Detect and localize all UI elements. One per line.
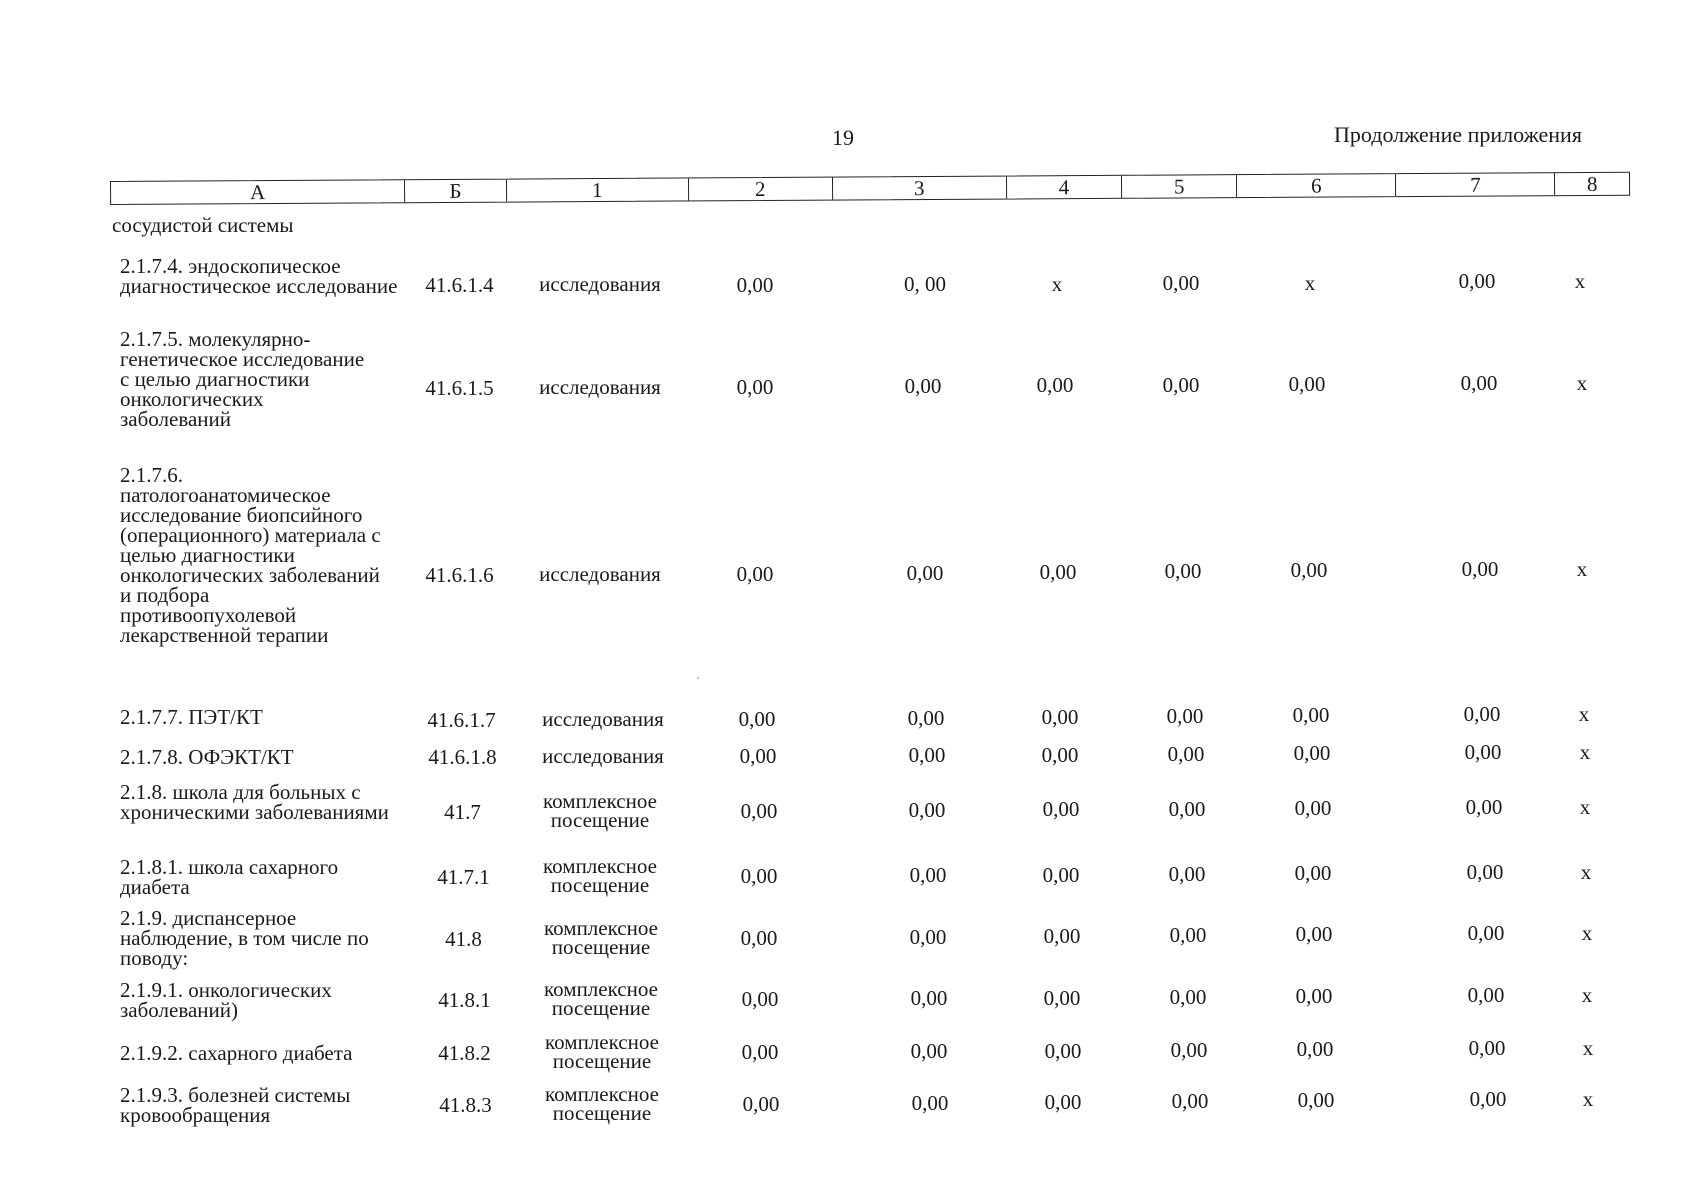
row-col-8: х bbox=[1581, 983, 1593, 1007]
row-col-2: 0,00 bbox=[740, 799, 778, 823]
row-col-7: 0,00 bbox=[1461, 557, 1499, 581]
row-col-5: 0,00 bbox=[1171, 1089, 1209, 1113]
row-col-2: 0,00 bbox=[741, 987, 779, 1011]
row-name: 2.1.7.8. ОФЭКТ/КТ bbox=[120, 745, 294, 769]
row-col-5: 0,00 bbox=[1162, 373, 1200, 397]
row-col-8: х bbox=[1582, 1036, 1594, 1060]
row-code: 41.6.1.8 bbox=[428, 745, 497, 769]
row-col-6: 0,00 bbox=[1295, 984, 1333, 1008]
row-col-3: 0,00 bbox=[909, 925, 947, 949]
row-col-2: 0,00 bbox=[739, 744, 777, 768]
row-col-4: 0,00 bbox=[1041, 705, 1079, 729]
row-col-2: 0,00 bbox=[741, 1040, 779, 1064]
row-col-7: 0,00 bbox=[1465, 795, 1503, 819]
row-name: 2.1.9.1. онкологических заболеваний) bbox=[120, 978, 332, 1022]
row-code: 41.6.1.5 bbox=[425, 376, 494, 400]
row-unit: комплексное посещение bbox=[544, 916, 658, 959]
row-col-5: 0,00 bbox=[1168, 862, 1206, 886]
row-col-7: 0,00 bbox=[1460, 371, 1498, 395]
row-col-2: 0,00 bbox=[742, 1092, 780, 1116]
row-col-8: х bbox=[1580, 860, 1592, 884]
row-col-2: 0,00 bbox=[736, 562, 774, 586]
header-col-8: 8 bbox=[1586, 171, 1598, 196]
row-code: 41.6.1.4 bbox=[425, 273, 494, 297]
row-col-3: 0, 00 bbox=[904, 272, 946, 296]
row-unit: исследования bbox=[539, 272, 661, 296]
row-col-6: 0,00 bbox=[1296, 1037, 1334, 1061]
header-col-2: 2 bbox=[689, 178, 833, 201]
row-col-6: 0,00 bbox=[1297, 1088, 1335, 1112]
row-name: 2.1.7.7. ПЭТ/КТ bbox=[120, 705, 263, 729]
row-col-2: 0,00 bbox=[736, 273, 774, 297]
row-col-4: 0,00 bbox=[1039, 560, 1077, 584]
scan-speck bbox=[697, 677, 699, 679]
row-name: 2.1.9.3. болезней системы кровообращения bbox=[120, 1083, 351, 1127]
row-name: 2.1.8.1. школа сахарного диабета bbox=[120, 855, 339, 899]
row-col-4: 0,00 bbox=[1044, 1039, 1082, 1063]
row-col-5: 0,00 bbox=[1164, 559, 1202, 583]
row-unit: исследования bbox=[539, 375, 661, 399]
row-col-6: 0,00 bbox=[1295, 922, 1333, 946]
row-col-3: 0,00 bbox=[910, 986, 948, 1010]
row-col-5: 0,00 bbox=[1169, 923, 1207, 947]
row-code: 41.6.1.7 bbox=[427, 708, 496, 732]
row-col-2: 0,00 bbox=[736, 375, 774, 399]
row-code: 41.8.2 bbox=[438, 1041, 491, 1065]
header-col-a: А bbox=[111, 180, 405, 204]
row-code: 41.8.1 bbox=[438, 988, 491, 1012]
row-col-8: х bbox=[1574, 269, 1586, 293]
row-col-6: 0,00 bbox=[1292, 703, 1330, 727]
row-col-8: х bbox=[1576, 371, 1588, 395]
row-col-6: 0,00 bbox=[1293, 741, 1331, 765]
row-col-7: 0,00 bbox=[1467, 921, 1505, 945]
row-col-7: 0,00 bbox=[1469, 1087, 1507, 1111]
row-name: 2.1.7.4. эндоскопическое диагностическое исследование bbox=[120, 254, 398, 298]
row-col-4: 0,00 bbox=[1041, 743, 1079, 767]
header-col-4: 4 bbox=[1007, 176, 1122, 199]
row-col-6: х bbox=[1304, 271, 1316, 295]
row-col-8: х bbox=[1582, 1087, 1594, 1111]
row-code: 41.7 bbox=[444, 800, 481, 824]
row-col-3: 0,00 bbox=[910, 1039, 948, 1063]
header-col-6: 6 bbox=[1237, 174, 1396, 197]
row-code: 41.7.1 bbox=[437, 865, 490, 889]
row-col-4: 0,00 bbox=[1036, 373, 1074, 397]
row-unit: комплексное посещение bbox=[545, 1030, 659, 1073]
row-col-3: 0,00 bbox=[906, 561, 944, 585]
row-col-6: 0,00 bbox=[1288, 372, 1326, 396]
row-name: 2.1.7.6. патологоанатомическое исследование биопсийного (операционного) материала с целью диагностики онкологических заболеваний и подбора противоопухолевой лекарственной терапии bbox=[120, 463, 381, 647]
continuation-label: Продолжение приложения bbox=[1334, 122, 1582, 147]
row-col-4: 0,00 bbox=[1044, 1090, 1082, 1114]
row-col-8: х bbox=[1578, 702, 1590, 726]
row-unit: комплексное посещение bbox=[543, 854, 657, 897]
header-col-b: Б bbox=[405, 180, 507, 203]
row-col-5: 0,00 bbox=[1162, 271, 1200, 295]
row-code: 41.6.1.6 bbox=[425, 563, 494, 587]
header-col-1: 1 bbox=[507, 178, 689, 201]
row-unit: комплексное посещение bbox=[543, 789, 657, 832]
row-unit: комплексное посещение bbox=[545, 1082, 659, 1125]
row-col-6: 0,00 bbox=[1294, 796, 1332, 820]
page-number: 19 bbox=[832, 125, 854, 150]
row-name: 2.1.7.5. молекулярно-генетическое исследование с целью диагностики онкологических заболеваний bbox=[120, 327, 365, 431]
row-col-2: 0,00 bbox=[738, 707, 776, 731]
row-col-3: 0,00 bbox=[907, 706, 945, 730]
row-col-6: 0,00 bbox=[1294, 861, 1332, 885]
row-unit: исследования bbox=[542, 744, 664, 768]
row-col-5: 0,00 bbox=[1166, 704, 1204, 728]
row-col-7: 0,00 bbox=[1466, 860, 1504, 884]
row-code: 41.8 bbox=[445, 927, 482, 951]
row-col-5: 0,00 bbox=[1169, 985, 1207, 1009]
row-col-8: х bbox=[1581, 921, 1593, 945]
row-col-7: 0,00 bbox=[1468, 1036, 1506, 1060]
row-col-4: 0,00 bbox=[1042, 863, 1080, 887]
row-col-7: 0,00 bbox=[1463, 702, 1501, 726]
row-col-5: 0,00 bbox=[1168, 797, 1206, 821]
row-unit: исследования bbox=[539, 562, 661, 586]
row-col-8: х bbox=[1579, 795, 1591, 819]
row-col-2: 0,00 bbox=[740, 926, 778, 950]
row-col-7: 0,00 bbox=[1458, 269, 1496, 293]
continued-row-text: сосудистой системы bbox=[112, 213, 294, 237]
row-col-3: 0,00 bbox=[908, 743, 946, 767]
row-col-6: 0,00 bbox=[1290, 558, 1328, 582]
row-col-3: 0,00 bbox=[908, 798, 946, 822]
row-col-7: 0,00 bbox=[1467, 983, 1505, 1007]
row-col-5: 0,00 bbox=[1170, 1038, 1208, 1062]
row-col-4: 0,00 bbox=[1042, 797, 1080, 821]
row-col-3: 0,00 bbox=[904, 374, 942, 398]
row-name: 2.1.9. диспансерное наблюдение, в том числе по поводу: bbox=[120, 906, 369, 970]
row-col-2: 0,00 bbox=[740, 864, 778, 888]
row-col-3: 0,00 bbox=[911, 1091, 949, 1115]
row-col-7: 0,00 bbox=[1464, 740, 1502, 764]
header-col-3: 3 bbox=[833, 177, 1007, 200]
row-name: 2.1.8. школа для больных с хроническими заболеваниями bbox=[120, 780, 389, 824]
header-col-5: 5 bbox=[1122, 175, 1237, 198]
row-col-8: х bbox=[1579, 740, 1591, 764]
row-col-4: х bbox=[1051, 272, 1063, 296]
row-col-8: х bbox=[1576, 557, 1588, 581]
row-col-5: 0,00 bbox=[1167, 742, 1205, 766]
row-unit: комплексное посещение bbox=[544, 977, 658, 1020]
row-col-4: 0,00 bbox=[1043, 924, 1081, 948]
row-col-3: 0,00 bbox=[909, 863, 947, 887]
row-col-4: 0,00 bbox=[1043, 986, 1081, 1010]
row-unit: исследования bbox=[542, 707, 664, 731]
table-header bbox=[110, 172, 1630, 205]
header-col-7: 7 bbox=[1396, 173, 1555, 196]
row-code: 41.8.3 bbox=[439, 1093, 492, 1117]
row-name: 2.1.9.2. сахарного диабета bbox=[120, 1041, 353, 1065]
